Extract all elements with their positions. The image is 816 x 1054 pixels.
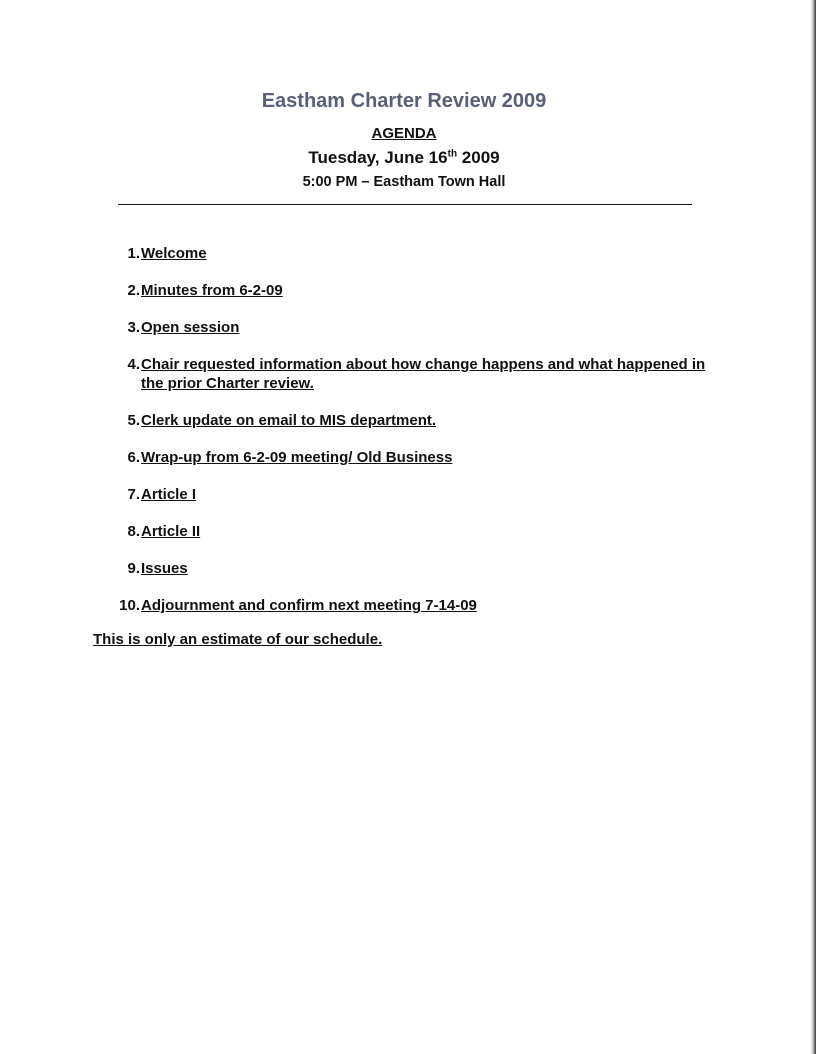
meeting-date-year: 2009 — [457, 148, 500, 167]
agenda-item-number: 10. — [119, 597, 140, 614]
agenda-item-text: Adjournment and confirm next meeting 7-14-09 — [141, 597, 477, 614]
scan-edge — [810, 0, 816, 1054]
agenda-item-text: Chair requested information about how change happens and what happened in the prior Charter review. — [141, 356, 706, 392]
meeting-date-suffix: th — [447, 148, 458, 160]
agenda-item — [111, 596, 711, 615]
agenda-item-number: 4. — [127, 356, 140, 373]
agenda-item-text: Welcome — [141, 245, 207, 262]
agenda-item-text: Minutes from 6-2-09 — [141, 282, 283, 299]
agenda-item-number: 9. — [127, 560, 140, 577]
agenda-item-text: Open session — [141, 319, 240, 336]
agenda-item — [111, 411, 711, 430]
meeting-date-main: Tuesday, June 16 — [308, 148, 448, 167]
agenda-item-number: 7. — [127, 486, 140, 503]
agenda-item-text: Article II — [141, 523, 201, 540]
agenda-item-number: 5. — [127, 412, 140, 429]
agenda-item-number: 3. — [127, 319, 140, 336]
agenda-item — [111, 485, 711, 504]
agenda-item-number: 8. — [127, 523, 140, 540]
agenda-item — [111, 448, 711, 467]
document-title: Eastham Charter Review 2009 — [261, 90, 547, 112]
agenda-item-number: 1. — [127, 245, 140, 262]
schedule-note: This is only an estimate of our schedule. — [93, 631, 383, 648]
meeting-time-location: 5:00 PM – Eastham Town Hall — [302, 174, 506, 190]
agenda-item-number: 2. — [127, 282, 140, 299]
agenda-item — [111, 559, 711, 578]
agenda-item — [111, 355, 711, 393]
agenda-item-text: Wrap-up from 6-2-09 meeting/ Old Business — [141, 449, 453, 466]
agenda-list — [111, 244, 711, 633]
meeting-date — [0, 148, 808, 168]
agenda-heading: AGENDA — [371, 125, 437, 142]
agenda-item — [111, 318, 711, 337]
header-divider — [118, 204, 692, 205]
agenda-item-text: Clerk update on email to MIS department. — [141, 412, 437, 429]
agenda-item-number: 6. — [127, 449, 140, 466]
agenda-item — [111, 522, 711, 541]
agenda-item — [111, 244, 711, 263]
agenda-item — [111, 281, 711, 300]
agenda-item-text: Issues — [141, 560, 188, 577]
agenda-item-text: Article I — [141, 486, 197, 503]
